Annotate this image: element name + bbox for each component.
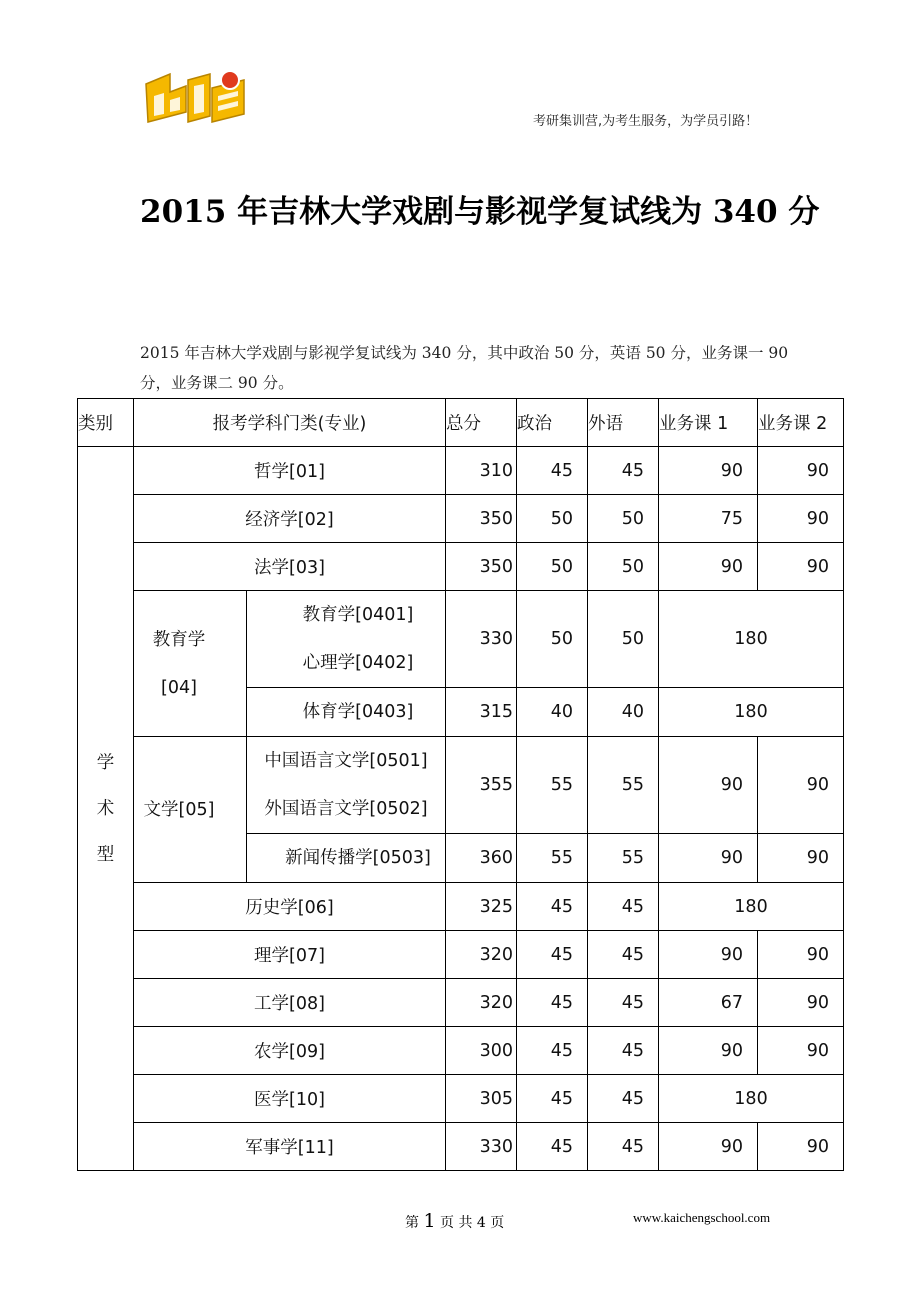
politics-cell: 45 [517,1123,588,1171]
course1-cell: 67 [659,979,758,1027]
politics-cell: 40 [517,688,588,737]
subject-cell: 新闻传播学[0503] [247,834,446,883]
table-header-row [78,399,844,447]
foreign-cell: 55 [588,834,659,883]
table-row [78,543,844,591]
total-cell: 315 [446,688,517,737]
table-row [78,931,844,979]
politics-cell: 45 [517,931,588,979]
course1-cell: 75 [659,495,758,543]
foreign-cell: 45 [588,931,659,979]
table-row [78,979,844,1027]
course2-cell: 90 [758,834,844,883]
header-slogan: 考研集训营,为考生服务，为学员引路！ [533,114,759,129]
foreign-cell: 40 [588,688,659,737]
page-mid: 页 共 [440,1215,473,1231]
total-cell: 320 [446,979,517,1027]
course1-cell: 90 [659,543,758,591]
total-cell: 355 [446,737,517,834]
politics-cell: 45 [517,1075,588,1123]
total-cell: 350 [446,543,517,591]
group-label: 教育学 [152,629,206,650]
foreign-cell: 55 [588,737,659,834]
footer-url: www.kaichengschool.com [633,1210,771,1225]
group-cell-literature [134,737,247,883]
page-total: 4 [476,1215,486,1231]
total-cell: 325 [446,883,517,931]
header-foreign: 外语 [588,399,659,447]
subject-cell: 医学[10] [134,1075,446,1123]
page-suffix: 页 [490,1215,505,1231]
course2-cell: 90 [758,1027,844,1075]
table-row [78,883,844,931]
brand-logo [140,66,248,126]
foreign-cell: 45 [588,1027,659,1075]
table-row [78,1123,844,1171]
politics-cell: 45 [517,883,588,931]
page-prefix: 第 [405,1215,419,1231]
total-cell: 310 [446,447,517,495]
subject-cell [247,591,446,688]
page-title: 2015 年吉林大学戏剧与影视学复试线为 340 分 [140,194,820,230]
foreign-cell: 50 [588,591,659,688]
group-cell-education [134,591,247,737]
politics-cell: 45 [517,1027,588,1075]
table-row [78,447,844,495]
foreign-cell: 45 [588,883,659,931]
combined-course-cell: 180 [659,883,844,931]
subject-cell: 工学[08] [134,979,446,1027]
subject-cell [247,737,446,834]
table-row [78,495,844,543]
course2-cell: 90 [758,737,844,834]
course1-cell: 90 [659,931,758,979]
foreign-cell: 45 [588,447,659,495]
header-politics: 政治 [517,399,588,447]
subject-line: 中国语言文学[0501] [264,751,428,771]
foreign-cell: 50 [588,543,659,591]
subject-cell: 军事学[11] [134,1123,446,1171]
category-char: 型 [96,844,115,865]
subject-cell: 理学[07] [134,931,446,979]
category-char: 学 [96,752,115,773]
subject-cell: 历史学[06] [134,883,446,931]
total-cell: 305 [446,1075,517,1123]
politics-cell: 45 [517,447,588,495]
page-current: 1 [423,1210,436,1232]
header-subject: 报考学科门类(专业) [134,399,446,447]
foreign-cell: 45 [588,1075,659,1123]
header-total: 总分 [446,399,517,447]
subject-cell: 哲学[01] [134,447,446,495]
combined-course-cell: 180 [659,591,844,688]
politics-cell: 45 [517,979,588,1027]
subject-line: 教育学[0401] [302,605,414,625]
total-cell: 360 [446,834,517,883]
course2-cell: 90 [758,447,844,495]
logo-graphic [140,66,248,126]
total-cell: 300 [446,1027,517,1075]
subject-cell: 体育学[0403] [247,688,446,737]
foreign-cell: 45 [588,979,659,1027]
table-row [78,1075,844,1123]
course1-cell: 90 [659,447,758,495]
total-cell: 320 [446,931,517,979]
header-category: 类别 [78,399,134,447]
course1-cell: 90 [659,1027,758,1075]
page-number [405,1210,504,1232]
politics-cell: 50 [517,543,588,591]
foreign-cell: 50 [588,495,659,543]
group-code: [04] [161,677,197,698]
category-cell [78,447,134,1171]
subject-line: 外国语言文学[0502] [264,799,428,819]
course2-cell: 90 [758,931,844,979]
politics-cell: 50 [517,591,588,688]
total-cell: 350 [446,495,517,543]
total-cell: 330 [446,1123,517,1171]
course2-cell: 90 [758,495,844,543]
politics-cell: 55 [517,737,588,834]
header-course2: 业务课 2 [758,399,844,447]
category-char: 术 [96,798,115,819]
subject-cell: 法学[03] [134,543,446,591]
course2-cell: 90 [758,543,844,591]
score-table [77,398,844,1171]
subject-cell: 经济学[02] [134,495,446,543]
politics-cell: 55 [517,834,588,883]
subject-cell: 农学[09] [134,1027,446,1075]
course1-cell: 90 [659,737,758,834]
group-label: 文学[05] [143,799,215,820]
combined-course-cell: 180 [659,1075,844,1123]
subject-line: 心理学[0402] [302,653,414,673]
header-course1: 业务课 1 [659,399,758,447]
politics-cell: 50 [517,495,588,543]
course2-cell: 90 [758,979,844,1027]
course1-cell: 90 [659,1123,758,1171]
course1-cell: 90 [659,834,758,883]
combined-course-cell: 180 [659,688,844,737]
foreign-cell: 45 [588,1123,659,1171]
course2-cell: 90 [758,1123,844,1171]
table-row [78,1027,844,1075]
intro-paragraph: 2015 年吉林大学戏剧与影视学复试线为 340 分，其中政治 50 分，英语 50 分，业务课一 90 分，业务课二 90 分。 [140,344,789,392]
total-cell: 330 [446,591,517,688]
